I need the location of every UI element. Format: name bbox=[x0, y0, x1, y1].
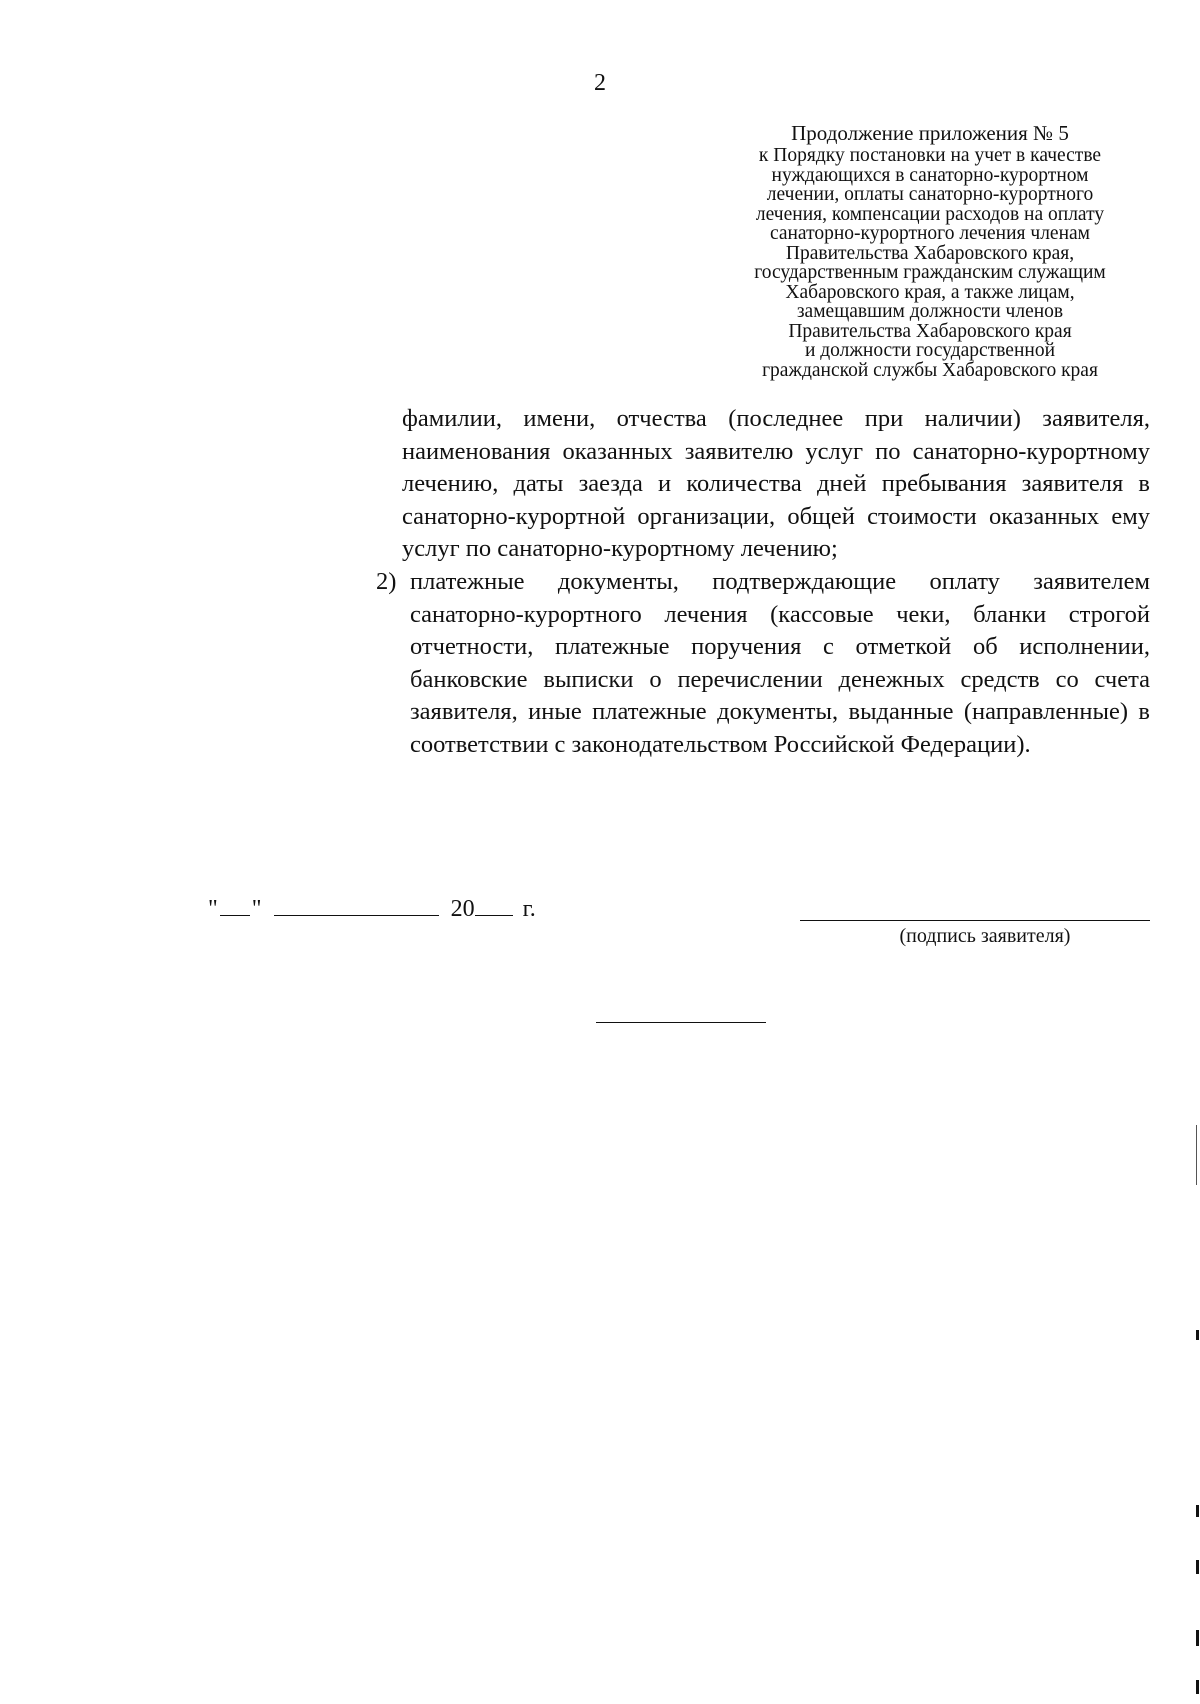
date-line bbox=[208, 893, 536, 924]
appendix-header-line: лечении, оплаты санаторно-курортного bbox=[766, 184, 1094, 205]
scan-artifact bbox=[1196, 1330, 1199, 1340]
year-prefix: 20 bbox=[450, 896, 475, 922]
month-blank bbox=[274, 893, 439, 916]
quote-close: " bbox=[251, 896, 262, 922]
appendix-header-line: замещавшим должности членов bbox=[796, 301, 1064, 322]
appendix-header-line: государственным гражданским служащим bbox=[754, 262, 1106, 283]
appendix-header-line: Правительства Хабаровского края, bbox=[785, 242, 1075, 264]
scan-artifact bbox=[1196, 1680, 1199, 1694]
appendix-header bbox=[690, 120, 1170, 380]
list-item-text: платежные документы, подтверждающие оплату заявителем санаторно-курортного лечения (кассовые чеки, бланки строгой отчетности, платежные поручения с отметкой об исполнении, банковские выписки о перечислении денежных средств со счета заявителя, иные платежные документы, выданные (направленные) в соответствии с законодательством Российской Федерации). bbox=[410, 567, 1150, 758]
body-text bbox=[376, 403, 1150, 762]
year-suffix: г. bbox=[522, 896, 536, 922]
appendix-header-line: к Порядку постановки на учет в качестве bbox=[758, 145, 1102, 166]
end-rule bbox=[596, 1022, 766, 1023]
list-item-2 bbox=[376, 566, 1150, 762]
appendix-header-line: лечения, компенсации расходов на оплату bbox=[755, 203, 1105, 225]
appendix-header-line: санаторно-курортного лечения членам bbox=[769, 223, 1091, 244]
continuation-paragraph: фамилии, имени, отчества (последнее при наличии) заявителя, наименования оказанных заявителю услуг по санаторно-курортному лечению, даты заезда и количества дней пребывания заявителя в санаторно-курортной организации, общей стоимости оказанных ему услуг по санаторно-курортному лечению; bbox=[402, 405, 1150, 563]
signature-caption: (подпись заявителя) bbox=[899, 925, 1071, 947]
signature-block bbox=[800, 920, 1150, 949]
page-number: 2 bbox=[594, 70, 606, 96]
appendix-header-line: Правительства Хабаровского края bbox=[788, 320, 1072, 342]
scan-artifact bbox=[1196, 1505, 1199, 1517]
list-item-number: 2) bbox=[376, 567, 397, 595]
appendix-title: Продолжение приложения № 5 bbox=[791, 121, 1069, 145]
day-blank bbox=[220, 893, 250, 916]
scan-artifact bbox=[1196, 1630, 1199, 1646]
appendix-header-line: Хабаровского края, а также лицам, bbox=[785, 281, 1075, 303]
scan-artifact bbox=[1196, 1560, 1199, 1574]
appendix-header-line: гражданской службы Хабаровского края bbox=[762, 359, 1098, 381]
appendix-header-line: нуждающихся в санаторно-курортном bbox=[771, 164, 1089, 186]
scan-artifact bbox=[1196, 1125, 1197, 1185]
appendix-header-line: и должности государственной bbox=[804, 340, 1056, 361]
year-blank bbox=[475, 893, 513, 916]
quote-open: " bbox=[208, 896, 218, 922]
